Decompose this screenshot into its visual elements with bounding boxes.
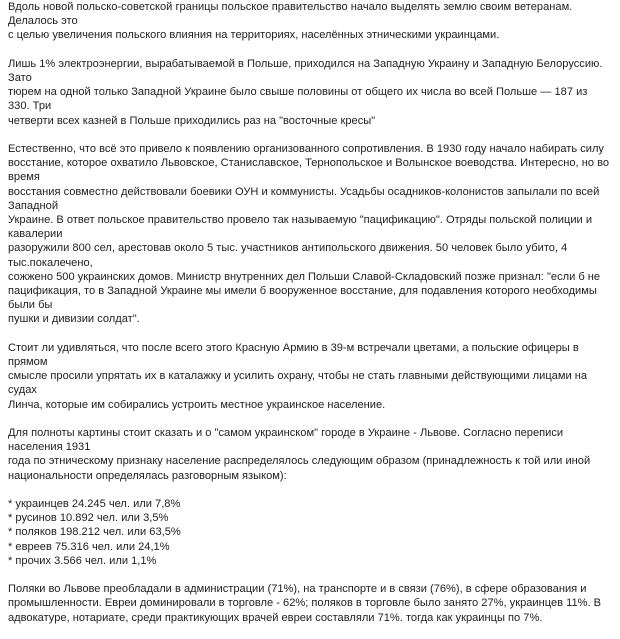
paragraph-veterans-land: Вдоль новой польско-советской границы польское правительство начало выделять землю своим ветеранам. Делалось это с целью увеличения польского влияния на территориях, населённых этническими украинцами. <box>8 1 573 42</box>
census-list-item: * поляков 198.212 чел. или 63,5% <box>8 526 181 539</box>
article-body <box>8 0 612 639</box>
paragraph-lviv-census-intro: Для полноты картины стоит сказать и о "самом украинском" городе в Украине - Львове. Согласно переписи населения 1931 года по этническому признаку население распределялось следующим образом (принадлежность к той или иной национальности определялась разговорным языком): <box>8 427 591 482</box>
census-list-item: * евреев 75.316 чел. или 24,1% <box>8 540 170 553</box>
census-list-item: * украинцев 24.245 чел. или 7,8% <box>8 498 181 511</box>
paragraph-uprising-pacification: Естественно, что всё это привело к появлению организованного сопротивления. В 1930 году начало набирать силу восстание, которое охватило Львовское, Станиславское, Тернопольское и Волынское воеводства. Интересно, но во время восстания совместно действовали боевики ОУН и коммунисты. Усадьбы осадников-колонистов запылали по всей Западной Украине. В ответ польское правительство провело так называемую "пацификацию". Отряды польской полиции и кавалерии разоружили 800 сел, арестовав около 5 тыс. участников антипольского движения. 50 человек было убито, 4 тыс.покалечено, сожжено 500 украинских домов. Министр внутренних дел Польши Славой-Складовский позже признал: "если б не пацификация, то в Западной Украине мы имели б вооруженное восстание, для подавления которого необходимы были бы пушки и дивизии солдат". <box>8 143 610 326</box>
paragraph-electricity-prisons: Лишь 1% электроэнергии, вырабатываемой в Польше, приходился на Западную Украину и Западную Белоруссию. Зато тюрем на одной только Западной Украине было свыше половины от общего их числа во всей Польше — 187 из 330. Три четверти всех казней в Польше приходились раз на "восточные кресы" <box>8 57 603 127</box>
census-list <box>8 497 612 568</box>
paragraph-lviv-professions: Поляки во Львове преобладали в администрации (71%), на транспорте и в связи (76%), в сфере образования и промышленности. Евреи доминировали в торговле - 62%; поляков в торговле было занято 27%, украинцев 11%. В адвокатуре, нотариате, среди практикующих врачей евреи составляли 71%. тогда как украинцы по 7%. <box>8 583 602 624</box>
paragraph-red-army-1939: Стоит ли удивляться, что после всего этого Красную Армию в 39-м встречали цветами, а польские офицеры в прямом смысле просили упрятать их в каталажку и усилить охрану, чтобы не стать главными действующими лицами на судах Линча, которые им собирались устроить местное украинское население. <box>8 341 588 411</box>
census-list-item: * русинов 10.892 чел. или 3,5% <box>8 512 169 525</box>
census-list-item: * прочих 3.566 чел. или 1,1% <box>8 554 157 567</box>
